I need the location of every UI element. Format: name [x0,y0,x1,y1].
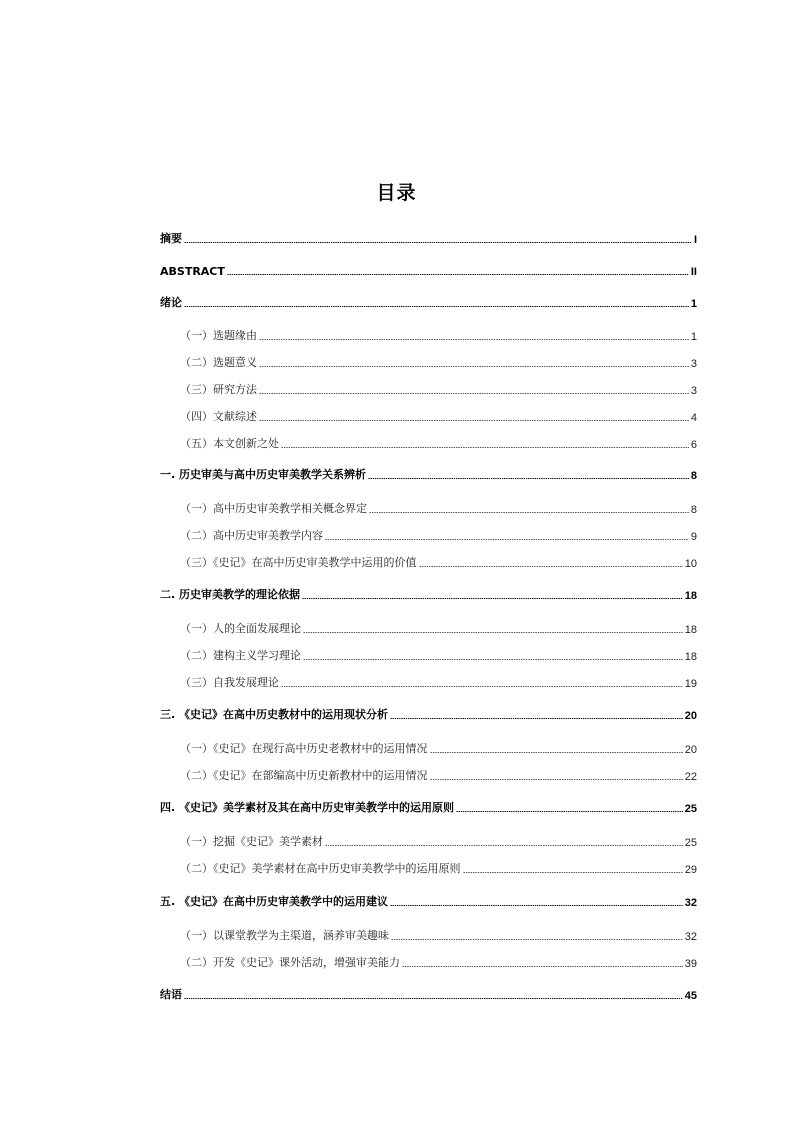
toc-entry-label: （一）以课堂教学为主渠道，涵养审美趣味 [180,929,389,942]
toc-entry-chapter-5[interactable] [160,893,697,909]
toc-entry-page: 9 [690,531,697,543]
toc-entry-label: （一）人的全面发展理论 [180,622,301,635]
dot-leader [456,811,683,812]
toc-entry-page: II [690,266,697,278]
dot-leader [368,478,689,479]
toc-entry-label: （三）研究方法 [180,383,257,396]
dot-leader [390,718,683,719]
toc-entry-label: （一）选题缘由 [180,329,257,342]
dot-leader [303,632,683,633]
toc-entry-page: I [693,234,697,246]
toc-entry-chapter-3-2[interactable] [160,767,697,783]
toc-entry-page: 18 [684,624,697,636]
dot-leader [281,686,683,687]
dot-leader [303,659,683,660]
toc-entry-page: 19 [684,678,697,690]
toc-entry-chapter-2-3[interactable] [160,674,697,690]
toc-entry-chapter-4-1[interactable] [160,833,697,849]
toc-entry-intro-1[interactable] [160,327,697,343]
toc-entry-label: （三）自我发展理论 [180,676,279,689]
toc-entry-chapter-3[interactable] [160,706,697,722]
dot-leader [302,598,683,599]
toc-entry-label: ABSTRACT [160,265,225,278]
dot-leader [325,539,689,540]
dot-leader [259,420,689,421]
toc-entry-abstract-cn[interactable] [160,230,697,246]
toc-title: 目录 [376,182,417,204]
toc-entry-chapter-3-1[interactable] [160,740,697,756]
toc-entry-page: 18 [684,651,697,663]
toc-entry-label: （二）开发《史记》课外活动，增强审美能力 [180,956,400,969]
dot-leader [463,872,683,873]
toc-entry-page: 3 [690,358,697,370]
toc-entry-chapter-2[interactable] [160,586,697,602]
toc-entry-label: 四. 《史记》美学素材及其在高中历史审美教学中的运用原则 [160,801,455,814]
toc-entry-label: （二）建构主义学习理论 [180,649,301,662]
toc-entry-label: （四）文献综述 [180,410,257,423]
toc-entry-label: 一. 历史审美与高中历史审美教学关系辨析 [160,468,367,481]
toc-entry-page: 18 [684,590,697,602]
toc-entry-page: 1 [690,298,697,310]
dot-leader [281,447,689,448]
toc-entry-page: 20 [684,710,697,722]
dot-leader [430,752,683,753]
toc-entry-chapter-2-2[interactable] [160,647,697,663]
dot-leader [402,966,683,967]
dot-leader [184,242,692,243]
toc-entry-label: 三. 《史记》在高中历史教材中的运用现状分析 [160,708,389,721]
toc-entry-page: 20 [684,744,697,756]
toc-entry-page: 25 [684,803,697,815]
toc-entry-page: 10 [684,558,697,570]
toc-entry-label: （二）《史记》美学素材在高中历史审美教学中的运用原则 [180,862,461,875]
toc-entry-chapter-4[interactable] [160,799,697,815]
toc-entry-label: 摘要 [160,232,182,245]
toc-entry-chapter-2-1[interactable] [160,620,697,636]
toc-entry-label: 二. 历史审美教学的理论依据 [160,588,301,601]
dot-leader [259,393,689,394]
toc-entry-label: （二）高中历史审美教学内容 [180,529,323,542]
toc-entry-chapter-5-2[interactable] [160,954,697,970]
dot-leader [419,566,683,567]
toc-entry-intro-3[interactable] [160,381,697,397]
toc-entry-label: （一）挖掘《史记》美学素材 [180,835,323,848]
toc-entry-label: 结语 [160,988,182,1001]
toc-entry-label: 五. 《史记》在高中历史审美教学中的运用建议 [160,895,389,908]
toc-entry-chapter-1-3[interactable] [160,554,697,570]
toc-entry-chapter-5-1[interactable] [160,927,697,943]
toc-entry-introduction[interactable] [160,294,697,310]
toc-entry-chapter-1-1[interactable] [160,500,697,516]
toc-entry-page: 22 [684,771,697,783]
dot-leader [391,939,683,940]
dot-leader [184,998,683,999]
dot-leader [325,845,683,846]
toc-entry-chapter-4-2[interactable] [160,860,697,876]
toc-entry-label: （一）《史记》在现行高中历史老教材中的运用情况 [180,742,428,755]
dot-leader [184,306,689,307]
toc-entry-page: 45 [684,990,697,1002]
toc-entry-intro-2[interactable] [160,354,697,370]
toc-entry-page: 3 [690,385,697,397]
toc-entry-page: 39 [684,958,697,970]
dot-leader [259,366,689,367]
toc-entry-page: 29 [684,864,697,876]
dot-leader [390,905,683,906]
dot-leader [430,779,683,780]
toc-entry-label: （五）本文创新之处 [180,437,279,450]
toc-entry-label: 绪论 [160,296,182,309]
toc-entry-label: （二）《史记》在部编高中历史新教材中的运用情况 [180,769,428,782]
toc-entry-label: （二）选题意义 [180,356,257,369]
toc-entry-page: 25 [684,837,697,849]
toc-entry-intro-4[interactable] [160,408,697,424]
dot-leader [369,512,689,513]
dot-leader [227,274,689,275]
dot-leader [259,339,689,340]
toc-entry-chapter-1-2[interactable] [160,527,697,543]
toc-entry-abstract-en[interactable] [160,262,697,278]
toc-entry-page: 32 [684,897,697,909]
toc-entry-page: 6 [690,439,697,451]
toc-entry-label: （一）高中历史审美教学相关概念界定 [180,502,367,515]
toc-entry-page: 4 [690,412,697,424]
toc-entry-page: 8 [690,504,697,516]
toc-entry-conclusion[interactable] [160,986,697,1002]
toc-entry-chapter-1[interactable] [160,466,697,482]
toc-entry-intro-5[interactable] [160,435,697,451]
toc-entry-page: 32 [684,931,697,943]
toc-entry-label: （三）《史记》在高中历史审美教学中运用的价值 [180,556,417,569]
toc-entry-page: 1 [690,331,697,343]
toc-entry-page: 8 [690,470,697,482]
